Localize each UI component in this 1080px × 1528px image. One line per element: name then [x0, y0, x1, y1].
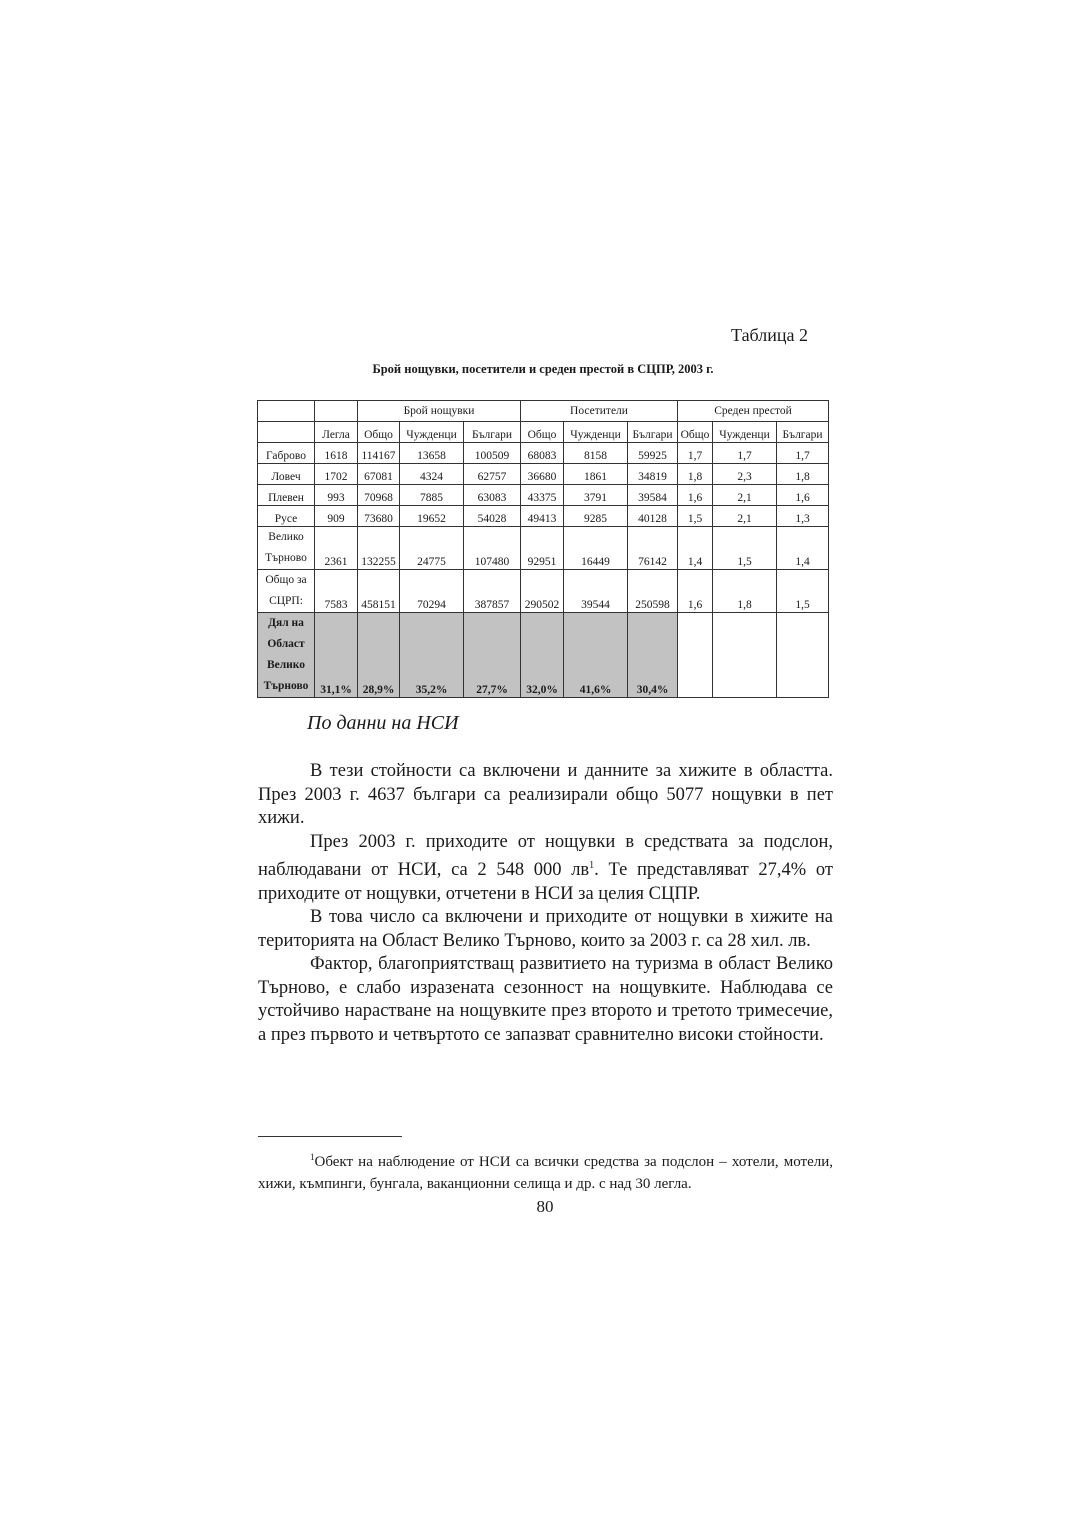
row-name: [258, 613, 315, 698]
table-cell: 63083: [464, 485, 521, 506]
column-header: Общо: [358, 422, 400, 443]
table-cell: 2,1: [713, 485, 777, 506]
column-header: Чужденци: [713, 422, 777, 443]
column-header: Българи: [628, 422, 678, 443]
column-header: Легла: [315, 422, 358, 443]
column-header: Чужденци: [564, 422, 628, 443]
table-cell: 114167: [358, 443, 400, 464]
table-cell: 34819: [628, 464, 678, 485]
table-cell: 54028: [464, 506, 521, 527]
share-cell: 27,7%: [464, 613, 521, 698]
row-name-line: Велико: [266, 659, 306, 671]
table-cell: 39584: [628, 485, 678, 506]
row-name-line: Велико: [268, 531, 304, 543]
row-name: Ловеч: [258, 464, 315, 485]
share-cell: 41,6%: [564, 613, 628, 698]
table-cell: 13658: [400, 443, 464, 464]
table-cell: 24775: [400, 527, 464, 570]
share-cell: 32,0%: [521, 613, 564, 698]
table-header-row: [258, 401, 829, 422]
column-header: Общо: [678, 422, 713, 443]
table-cell: 2,1: [713, 506, 777, 527]
table-cell: 3791: [564, 485, 628, 506]
table-cell: 68083: [521, 443, 564, 464]
table-cell: 387857: [464, 570, 521, 613]
paragraph: В тези стойности са включени и данните за хижите в областта. През 2003 г. 4637 българи са реализирали общо 5077 нощувки в пет хижи.: [258, 761, 833, 828]
table-cell: 250598: [628, 570, 678, 613]
table-row: [258, 485, 829, 506]
row-name: [258, 570, 315, 613]
row-name-line: Област: [267, 638, 305, 650]
header-empty: [315, 401, 358, 422]
table-cell: 1,5: [678, 506, 713, 527]
table-cell: 1618: [315, 443, 358, 464]
row-name-line: Дял на: [268, 617, 304, 629]
column-header: Българи: [777, 422, 829, 443]
table-cell: 1,6: [678, 485, 713, 506]
row-name-line: Общо за: [265, 574, 307, 586]
table-cell: 9285: [564, 506, 628, 527]
table-cell: 100509: [464, 443, 521, 464]
row-name: Плевен: [258, 485, 315, 506]
table-cell: 59925: [628, 443, 678, 464]
share-cell: 35,2%: [400, 613, 464, 698]
table-cell: 70294: [400, 570, 464, 613]
statistics-table: [257, 400, 829, 698]
table-cell: 1,4: [678, 527, 713, 570]
subheader-corner: [258, 422, 315, 443]
table-cell: 1,7: [713, 443, 777, 464]
table-cell: 458151: [358, 570, 400, 613]
table-cell: 1,5: [777, 570, 829, 613]
footnote-ref: 1: [589, 860, 595, 871]
table-cell: 1,6: [777, 485, 829, 506]
table-cell: 73680: [358, 506, 400, 527]
table-cell: 1,7: [777, 443, 829, 464]
share-cell: 31,1%: [315, 613, 358, 698]
table-row: [258, 443, 829, 464]
table-row: [258, 506, 829, 527]
table-cell: 40128: [628, 506, 678, 527]
group-header-visitors: Посетители: [521, 401, 678, 422]
table-cell: 1,7: [678, 443, 713, 464]
header-corner: [258, 401, 315, 422]
footnote-divider: [258, 1136, 402, 1137]
column-header: Българи: [464, 422, 521, 443]
column-header: Общо: [521, 422, 564, 443]
table-cell: 1,8: [678, 464, 713, 485]
group-header-nights: Брой нощувки: [358, 401, 521, 422]
share-row: [258, 613, 829, 698]
paragraph-text: През 2003 г. приходите от нощувки в средствата за подслон, наблюдавани от НСИ, са 2 548 000 лв: [258, 831, 833, 881]
table-cell: 36680: [521, 464, 564, 485]
table-cell: 8158: [564, 443, 628, 464]
row-name: Русе: [258, 506, 315, 527]
table-row: [258, 464, 829, 485]
paragraph: [258, 831, 833, 907]
table-cell: 1,5: [713, 527, 777, 570]
table-cell: 92951: [521, 527, 564, 570]
table-cell: 1,8: [777, 464, 829, 485]
row-name-line: СЦРП:: [269, 595, 303, 607]
table-cell: 2361: [315, 527, 358, 570]
table-cell: 7583: [315, 570, 358, 613]
table-cell: 39544: [564, 570, 628, 613]
table-cell: 70968: [358, 485, 400, 506]
table-cell: 1,4: [777, 527, 829, 570]
table-cell: 290502: [521, 570, 564, 613]
table-cell: 1861: [564, 464, 628, 485]
footnote-paragraph: [258, 1146, 833, 1195]
empty-cell: [678, 613, 713, 698]
row-name-line: Търново: [265, 552, 307, 564]
table-cell: 1,6: [678, 570, 713, 613]
table-title: Брой нощувки, посетители и среден престой в СЦПР, 2003 г.: [372, 362, 714, 376]
paragraph-text: . Те представляват 27,4% от приходите от нощувки, отчетени в НСИ за целия СЦПР.: [258, 860, 833, 904]
table-cell: 19652: [400, 506, 464, 527]
footnote: [258, 1146, 833, 1195]
table-cell: 909: [315, 506, 358, 527]
row-name: Габрово: [258, 443, 315, 464]
paragraph: В това число са включени и приходите от нощувки в хижите на територията на Област Велико Търново, които за 2003 г. са 28 хил. лв.: [258, 907, 833, 951]
empty-cell: [777, 613, 829, 698]
table-cell: 2,3: [713, 464, 777, 485]
page-number: 80: [536, 1197, 554, 1216]
source-note: По данни на НСИ: [307, 712, 459, 734]
table-cell: 4324: [400, 464, 464, 485]
table-subheader-row: [258, 422, 829, 443]
column-header: Чужденци: [400, 422, 464, 443]
footnote-mark: 1: [310, 1152, 315, 1162]
table-cell: 1,8: [713, 570, 777, 613]
table-cell: 7885: [400, 485, 464, 506]
table-label: Таблица 2: [731, 325, 808, 345]
table-cell: 49413: [521, 506, 564, 527]
row-name-line: Търново: [263, 680, 309, 692]
table-cell: 62757: [464, 464, 521, 485]
table-row: [258, 527, 829, 570]
table-cell: 107480: [464, 527, 521, 570]
share-cell: 28,9%: [358, 613, 400, 698]
group-header-stay: Среден престой: [678, 401, 829, 422]
footnote-text: Обект на наблюдение от НСИ са всички средства за подслон – хотели, мотели, хижи, къмпинги, бунгала, ваканционни селища и др. с над 30 легла.: [258, 1154, 833, 1192]
share-cell: 30,4%: [628, 613, 678, 698]
table-cell: 67081: [358, 464, 400, 485]
empty-cell: [713, 613, 777, 698]
table-cell: 132255: [358, 527, 400, 570]
paragraph: Фактор, благоприятстващ развитието на туризма в област Велико Търново, е слабо изразената сезонност на нощувките. Наблюдава се устойчиво нарастване на нощувките през второто и третото тримесечие, а през първото и четвъртото се запазват сравнително високи стойности.: [258, 954, 833, 1045]
table-row: [258, 570, 829, 613]
table-cell: 76142: [628, 527, 678, 570]
body-text: [258, 760, 833, 1047]
table-cell: 1702: [315, 464, 358, 485]
row-name: [258, 527, 315, 570]
table-cell: 1,3: [777, 506, 829, 527]
table-cell: 16449: [564, 527, 628, 570]
table-cell: 43375: [521, 485, 564, 506]
table-cell: 993: [315, 485, 358, 506]
